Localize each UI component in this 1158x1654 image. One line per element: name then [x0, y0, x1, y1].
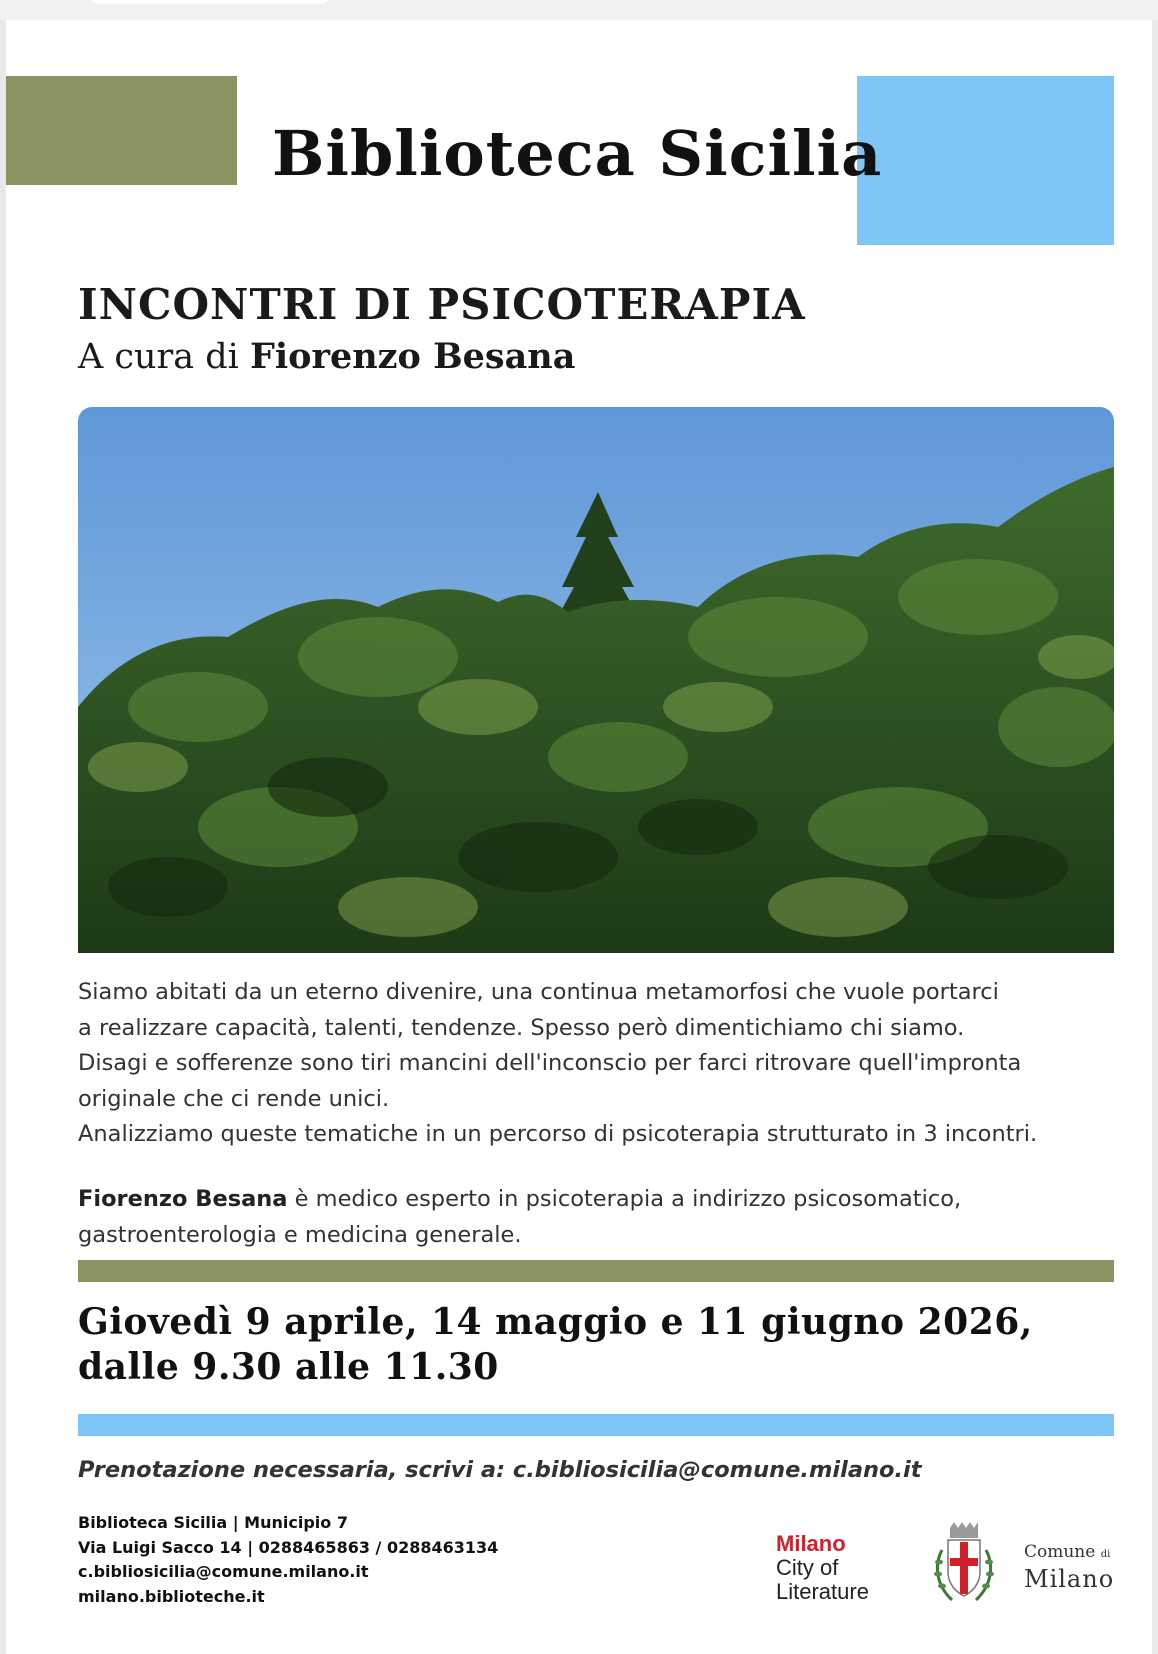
event-description	[78, 975, 1128, 1153]
bio-line-1-rest: è medico esperto in psicoterapia a indirizzo psicosomatico,	[287, 1186, 962, 1212]
blue-divider-bar	[78, 1414, 1114, 1436]
bio-line-2: gastroenterologia e medicina generale.	[78, 1221, 522, 1248]
comune-milano-label: Milano	[1024, 1565, 1115, 1593]
event-poster	[6, 20, 1152, 1654]
description-line: a realizzare capacità, talenti, tendenze. Spesso però dimentichiamo chi siamo.	[78, 1014, 965, 1041]
curator-bio	[78, 1182, 1128, 1253]
comune-di-milano-logo	[1024, 1542, 1114, 1593]
contact-email-link[interactable]: c.bibliosicilia@comune.milano.it	[78, 1562, 369, 1581]
green-divider-bar	[78, 1260, 1114, 1282]
comune-word: Comune	[1024, 1542, 1096, 1562]
trees-photo-illustration	[78, 407, 1114, 953]
curator-name: Fiorenzo Besana	[250, 336, 576, 377]
contact-address-line: Via Luigi Sacco 14 | 0288465863 / 0288463134	[78, 1537, 499, 1557]
description-line: originale che ci rende unici.	[78, 1085, 390, 1112]
curator-prefix: A cura di	[78, 337, 239, 377]
booking-note: Prenotazione necessaria, scrivi a: c.bibliosicilia@comune.milano.it	[78, 1457, 922, 1483]
bio-name: Fiorenzo Besana	[78, 1186, 288, 1212]
blue-accent-block	[857, 76, 1114, 245]
schedule-hours: dalle 9.30 alle 11.30	[78, 1346, 499, 1388]
description-line: Analizziamo queste tematiche in un percorso di psicoterapia strutturato in 3 incontri.	[78, 1121, 1038, 1147]
milano-crest-icon	[932, 1520, 996, 1610]
contact-website-link[interactable]: milano.biblioteche.it	[78, 1586, 265, 1606]
logo-city-line3: Literature	[776, 1579, 869, 1604]
description-line: Disagi e sofferenze sono tiri mancini dell'inconscio per farci ritrovare quell'impronta	[78, 1050, 1022, 1076]
description-line: Siamo abitati da un eterno divenire, una continua metamorfosi che vuole portarci	[78, 979, 999, 1005]
schedule-dates: Giovedì 9 aprile, 14 maggio e 11 giugno 2026,	[78, 1301, 1033, 1343]
trees-photo	[78, 407, 1114, 953]
comune-di-word: di	[1100, 1549, 1111, 1560]
curator-line	[78, 336, 575, 377]
green-accent-block	[6, 76, 237, 185]
event-schedule	[78, 1300, 1033, 1390]
logo-city-line2: City of	[776, 1555, 839, 1580]
comune-label	[1024, 1542, 1114, 1565]
event-subtitle: INCONTRI DI PSICOTERAPIA	[78, 280, 806, 329]
top-bar-pill	[90, 0, 330, 4]
library-contacts	[78, 1511, 498, 1609]
library-title: Biblioteca Sicilia	[272, 117, 883, 190]
logo-city-name: Milano	[776, 1531, 846, 1556]
milano-city-of-literature-logo	[776, 1532, 869, 1604]
bio-line-1	[78, 1182, 1128, 1218]
browser-top-bar	[0, 0, 1158, 20]
contact-name-line: Biblioteca Sicilia | Municipio 7	[78, 1513, 348, 1532]
